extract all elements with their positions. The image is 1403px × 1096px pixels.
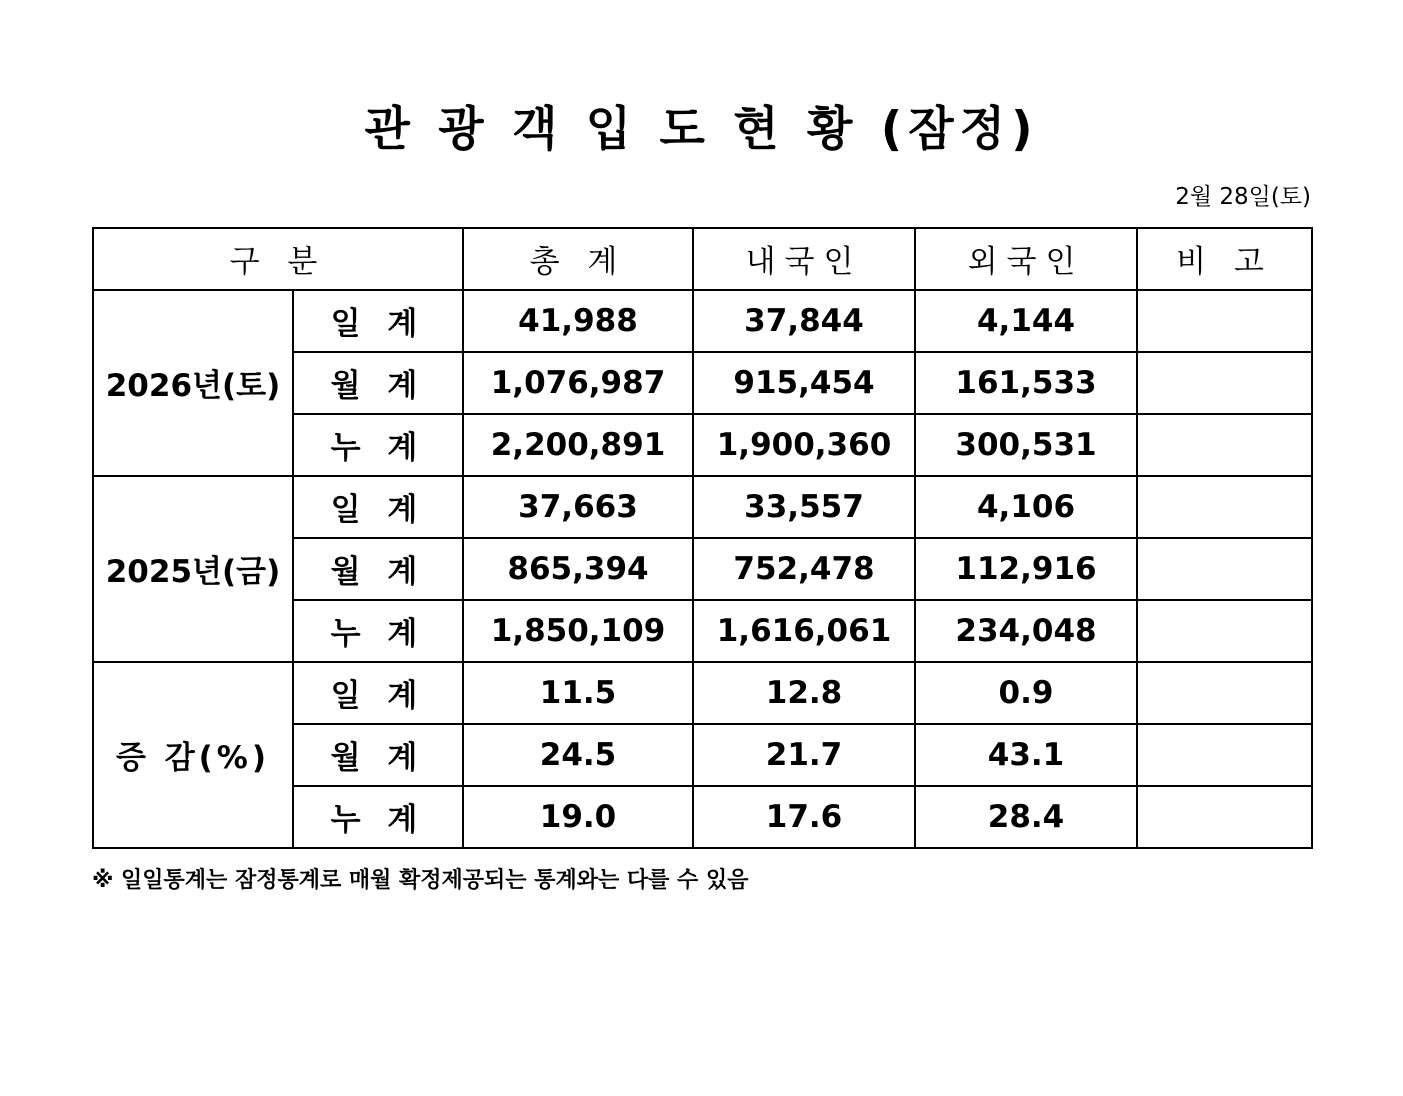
cell-remark-daily-2025 <box>1137 476 1312 538</box>
table-row <box>93 290 1312 352</box>
table-row <box>93 476 1312 538</box>
cell-foreign-monthly-2026: 161,533 <box>915 352 1137 414</box>
cell-domestic-cumulative-change: 17.6 <box>693 786 915 848</box>
header-total: 총 계 <box>463 228 693 290</box>
table-row <box>93 662 1312 724</box>
sub-label-cumulative-2026: 누 계 <box>293 414 463 476</box>
sub-label-daily-2025: 일 계 <box>293 476 463 538</box>
cell-remark-daily-2026 <box>1137 290 1312 352</box>
cell-domestic-monthly-2026: 915,454 <box>693 352 915 414</box>
cell-total-monthly-change: 24.5 <box>463 724 693 786</box>
cell-total-cumulative-2025: 1,850,109 <box>463 600 693 662</box>
cell-domestic-daily-2026: 37,844 <box>693 290 915 352</box>
header-foreign: 외국인 <box>915 228 1137 290</box>
cell-foreign-monthly-2025: 112,916 <box>915 538 1137 600</box>
group-label-2026: 2026년(토) <box>93 290 293 476</box>
cell-total-monthly-2025: 865,394 <box>463 538 693 600</box>
sub-label-cumulative-2025: 누 계 <box>293 600 463 662</box>
cell-remark-daily-change <box>1137 662 1312 724</box>
cell-domestic-cumulative-2026: 1,900,360 <box>693 414 915 476</box>
statistics-table-container <box>0 227 1403 849</box>
report-date: 2월 28일(토) <box>1175 183 1311 210</box>
cell-domestic-cumulative-2025: 1,616,061 <box>693 600 915 662</box>
group-label-change: 증 감(%) <box>93 662 293 848</box>
sub-label-cumulative-change: 누 계 <box>293 786 463 848</box>
cell-total-daily-2026: 41,988 <box>463 290 693 352</box>
cell-foreign-cumulative-2026: 300,531 <box>915 414 1137 476</box>
footnote: ※ 일일통계는 잠정통계로 매월 확정제공되는 통계와는 다를 수 있음 <box>92 867 749 893</box>
cell-domestic-daily-2025: 33,557 <box>693 476 915 538</box>
cell-domestic-daily-change: 12.8 <box>693 662 915 724</box>
sub-label-monthly-2026: 월 계 <box>293 352 463 414</box>
cell-foreign-cumulative-2025: 234,048 <box>915 600 1137 662</box>
group-label-2025: 2025년(금) <box>93 476 293 662</box>
sub-label-monthly-2025: 월 계 <box>293 538 463 600</box>
cell-foreign-daily-2025: 4,106 <box>915 476 1137 538</box>
cell-remark-monthly-2025 <box>1137 538 1312 600</box>
page-title: 관 광 객 입 도 현 황 (잠정) <box>364 102 1039 157</box>
cell-total-monthly-2026: 1,076,987 <box>463 352 693 414</box>
sub-label-daily-change: 일 계 <box>293 662 463 724</box>
table-body <box>93 290 1312 848</box>
sub-label-daily-2026: 일 계 <box>293 290 463 352</box>
cell-total-cumulative-2026: 2,200,891 <box>463 414 693 476</box>
header-category: 구 분 <box>93 228 463 290</box>
cell-remark-monthly-2026 <box>1137 352 1312 414</box>
cell-total-cumulative-change: 19.0 <box>463 786 693 848</box>
cell-total-daily-change: 11.5 <box>463 662 693 724</box>
cell-foreign-daily-change: 0.9 <box>915 662 1137 724</box>
cell-domestic-monthly-change: 21.7 <box>693 724 915 786</box>
cell-foreign-cumulative-change: 28.4 <box>915 786 1137 848</box>
tourist-arrivals-table <box>92 227 1313 849</box>
cell-remark-cumulative-2026 <box>1137 414 1312 476</box>
cell-remark-cumulative-2025 <box>1137 600 1312 662</box>
cell-remark-monthly-change <box>1137 724 1312 786</box>
cell-total-daily-2025: 37,663 <box>463 476 693 538</box>
cell-remark-cumulative-change <box>1137 786 1312 848</box>
sub-label-monthly-change: 월 계 <box>293 724 463 786</box>
table-header <box>93 228 1312 290</box>
cell-foreign-monthly-change: 43.1 <box>915 724 1137 786</box>
document-page <box>0 104 1403 1096</box>
table-header-row <box>93 228 1312 290</box>
header-remark: 비 고 <box>1137 228 1312 290</box>
cell-domestic-monthly-2025: 752,478 <box>693 538 915 600</box>
header-domestic: 내국인 <box>693 228 915 290</box>
cell-foreign-daily-2026: 4,144 <box>915 290 1137 352</box>
